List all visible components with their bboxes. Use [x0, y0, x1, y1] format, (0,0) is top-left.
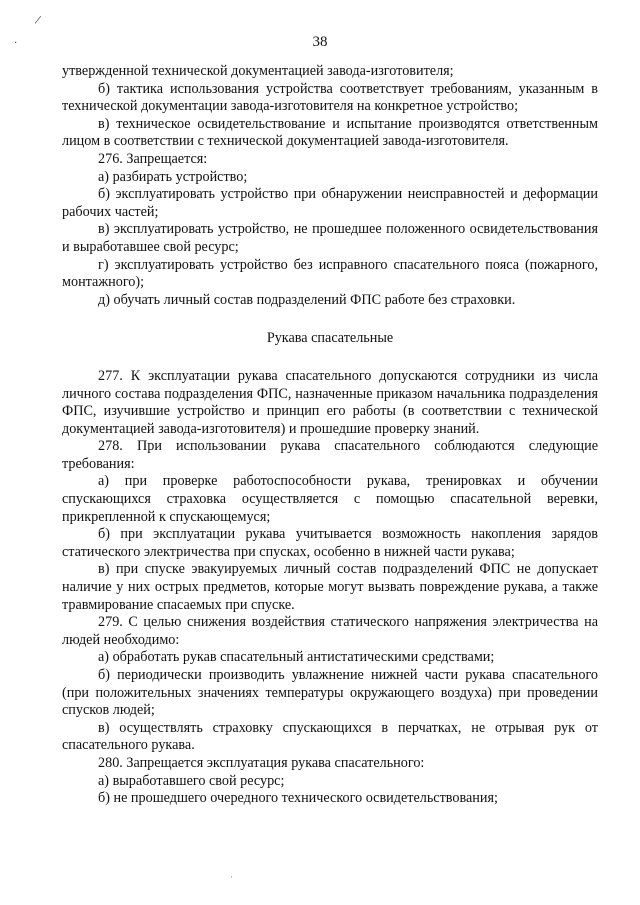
section-heading: Рукава спасательные — [266, 330, 394, 347]
scan-mark: / — [33, 11, 43, 28]
item-279-v: в) осуществлять страховку спускающихся в перчатках, не отрывая рук от спасательного рукава. — [62, 719, 598, 754]
item-278: 278. При использовании рукава спасательного соблюдаются следующие требования: — [62, 438, 598, 472]
paragraph-continuation: утвержденной технической документацией завода-изготовителя; — [62, 63, 454, 79]
item-275-b: б) тактика использования устройства соответствует требованиям, указанным в технической документации завода-изготовителя на конкретное устройство; — [62, 80, 598, 115]
scan-mark: · — [14, 38, 18, 49]
item-276-a: а) разбирать устройство; — [98, 168, 248, 185]
item-278-a: а) при проверке работоспособности рукава, тренировках и обучении спускающихся страховка осуществляется с помощью спасательной веревки, прикрепленной к спускающемуся; — [62, 473, 598, 525]
document-body — [62, 63, 598, 808]
item-279-b: б) периодически производить увлажнение нижней части рукава спасательного (при положительных значениях температуры окружающего воздуха) при проведении спусков людей; — [62, 667, 598, 719]
item-279-a: а) обработать рукав спасательный антистатическими средствами; — [98, 649, 495, 666]
item-280-a: а) выработавшего свой ресурс; — [98, 772, 285, 789]
item-277: 277. К эксплуатации рукава спасательного допускаются сотрудники из числа личного состава подразделения ФПС, назначенные приказом начальника подразделения ФПС, изучившие устройство и принцип его работы (в соответствии с технической документацией завода-изготовителя) и прошедшие проверку знаний. — [62, 367, 598, 437]
item-275-v: в) техническое освидетельствование и испытание производятся ответственным лицом в соответствии с технической документацией завода-изготовителя. — [62, 115, 598, 150]
item-280: 280. Запрещается эксплуатация рукава спасательного: — [98, 754, 425, 771]
item-276-b: б) эксплуатировать устройство при обнаружении неисправностей и деформации рабочих частей; — [62, 186, 598, 220]
item-276-d: д) обучать личный состав подразделений ФПС работе без страховки. — [98, 291, 516, 308]
item-276-g: г) эксплуатировать устройство без исправного спасательного пояса (пожарного, монтажного); — [62, 256, 598, 291]
item-278-b: б) при эксплуатации рукава учитывается возможность накопления зарядов статического электричества при спусках, особенно в нижней части рукава; — [62, 526, 598, 560]
item-276: 276. Запрещается: — [98, 150, 208, 167]
item-276-v: в) эксплуатировать устройство, не прошедшее положенного освидетельствования и выработавшее свой ресурс; — [62, 221, 598, 255]
item-278-v: в) при спуске эвакуируемых личный состав подразделений ФПС не допускает наличие у них острых предметов, которые могут вызвать повреждение рукава, а также травмирование спасаемых при спуске. — [62, 561, 598, 613]
scan-mark: · — [230, 872, 233, 882]
page-number: 38 — [312, 34, 328, 50]
item-280-b: б) не прошедшего очередного технического освидетельствования; — [98, 790, 498, 807]
item-279: 279. С целью снижения воздействия статического напряжения электричества на людей необходимо: — [62, 614, 598, 648]
